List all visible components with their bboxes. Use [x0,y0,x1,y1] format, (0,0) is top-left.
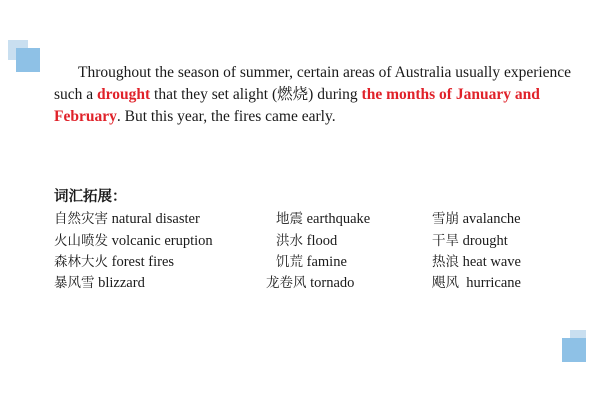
vocab-chinese: 暴风雪 [54,275,95,291]
vocab-item [276,207,370,228]
vocab-english: heat wave [459,254,521,270]
vocab-chinese: 热浪 [432,254,459,270]
vocab-item [432,229,508,250]
vocab-english: natural disaster [108,211,200,227]
vocab-item [54,250,174,271]
vocab-chinese: 地震 [276,211,303,227]
intro-paragraph [54,62,574,128]
vocab-item [432,207,521,228]
vocab-item [266,271,354,292]
vocab-chinese: 森林大火 [54,254,108,270]
vocab-english: forest fires [108,254,175,270]
vocab-english: avalanche [459,211,521,227]
vocab-item [432,250,521,271]
decoration-squares-top-left [8,40,44,76]
vocab-english: earthquake [303,211,371,227]
decoration-square-dark [16,48,40,72]
vocab-chinese: 火山喷发 [54,233,108,249]
vocab-english: drought [459,233,508,249]
vocab-item [54,271,145,292]
vocab-chinese: 洪水 [276,233,303,249]
decoration-squares-bottom-right [562,330,596,366]
vocab-chinese: 雪崩 [432,211,459,227]
vocab-item [54,229,213,250]
paragraph-text-2: that they set alight (燃烧) during [150,86,362,103]
vocab-english: blizzard [94,275,145,291]
vocab-item [432,271,521,292]
vocab-english: hurricane [459,275,521,291]
vocab-item [54,207,200,228]
vocab-chinese: 饥荒 [276,254,303,270]
vocab-item [276,250,347,271]
vocab-chinese: 龙卷风 [266,275,307,291]
vocab-english: flood [303,233,338,249]
vocab-chinese: 干旱 [432,233,459,249]
highlight-months: the months of January and February [54,86,540,125]
highlight-drought: drought [97,86,151,103]
vocab-title: 词汇拓展： [54,189,127,205]
vocab-item [276,229,337,250]
paragraph-text-1: Throughout the season of summer, certain areas of Australia usually experience such a [54,64,572,103]
vocab-english: volcanic eruption [108,233,213,249]
vocab-english: tornado [306,275,355,291]
paragraph-text-3: . But this year, the fires came early. [116,108,336,125]
vocab-chinese: 飓风 [432,275,459,291]
decoration-square-dark [562,338,586,362]
vocab-chinese: 自然灾害 [54,211,108,227]
vocab-english: famine [303,254,347,270]
